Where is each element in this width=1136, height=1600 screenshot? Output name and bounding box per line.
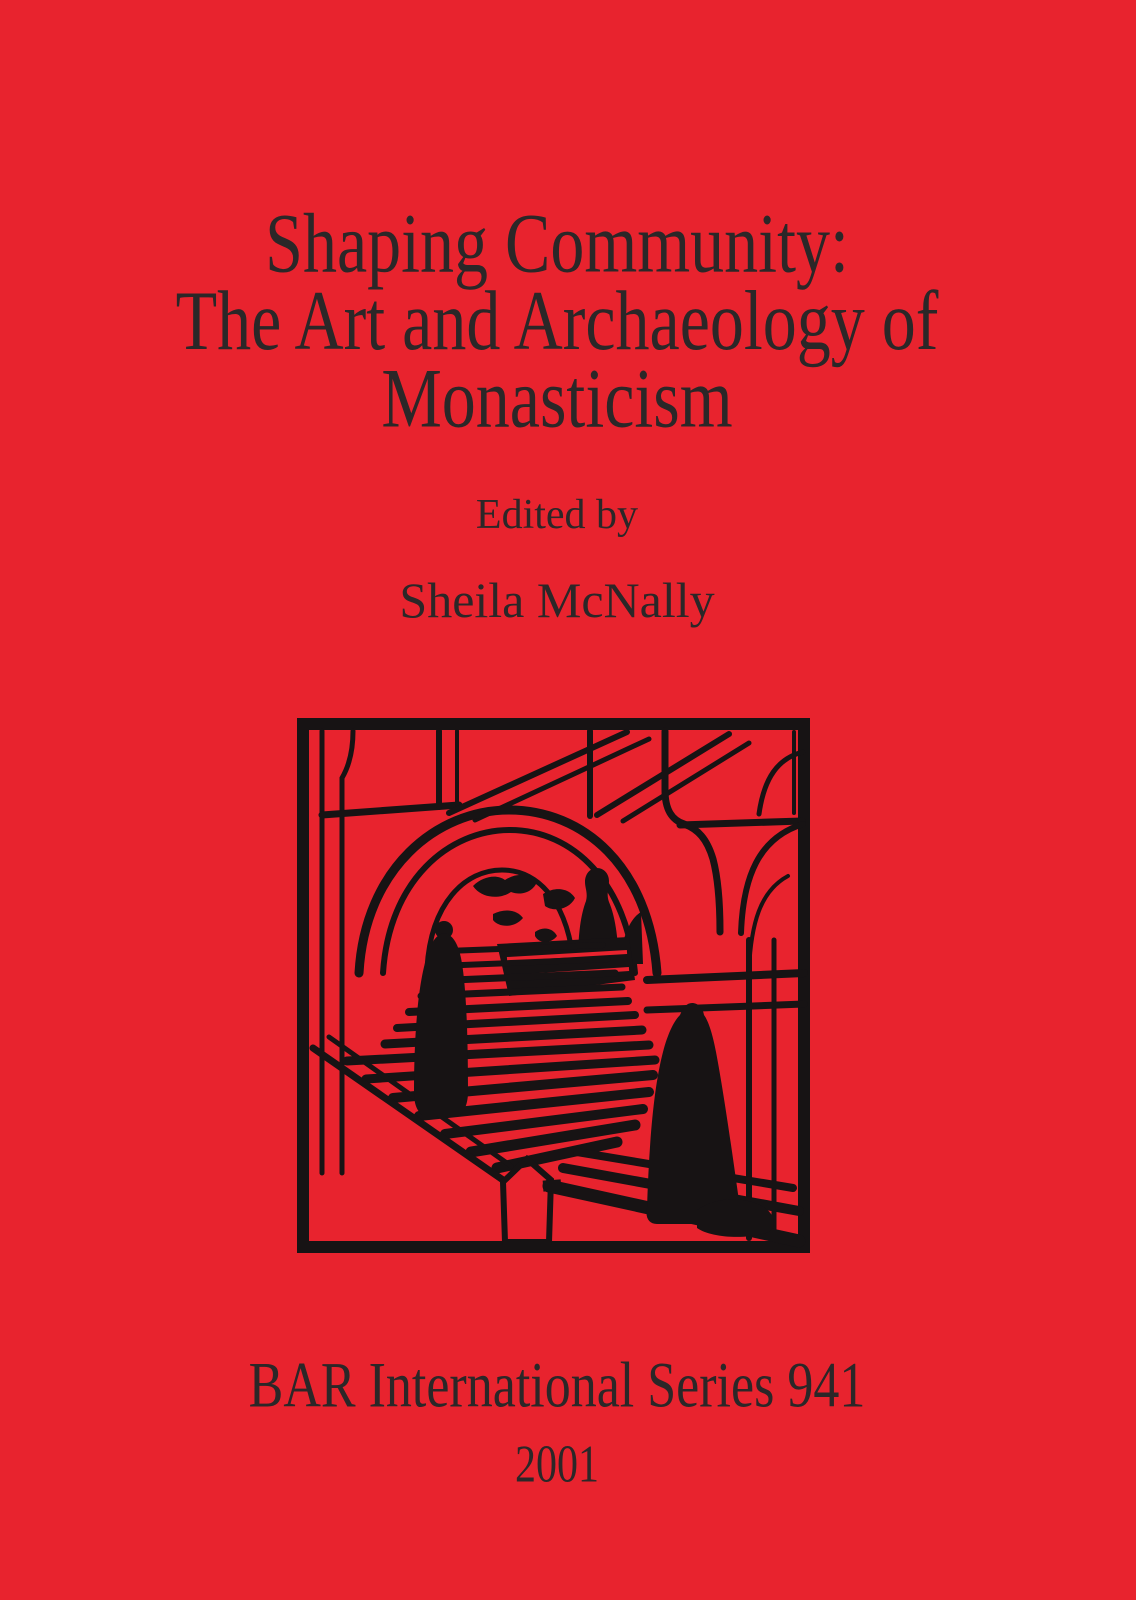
book-title-line-2: The Art and Archaeology of [175,272,939,368]
edited-by-label: Edited by [475,492,639,538]
series-label: BAR International Series 941 [248,1350,866,1422]
ascending-monk-silhouette [414,933,468,1116]
year-label: 2001 [515,1436,599,1494]
editor-name: Sheila McNally [399,572,715,628]
monastic-staircase-woodcut-illustration [297,718,810,1253]
newel-post [503,1159,551,1242]
book-title-line-1: Shaping Community: [265,195,849,291]
book-title [0,195,1114,446]
book-title-line-3: Monasticism [381,350,733,446]
standing-monk-silhouette [646,1003,740,1224]
